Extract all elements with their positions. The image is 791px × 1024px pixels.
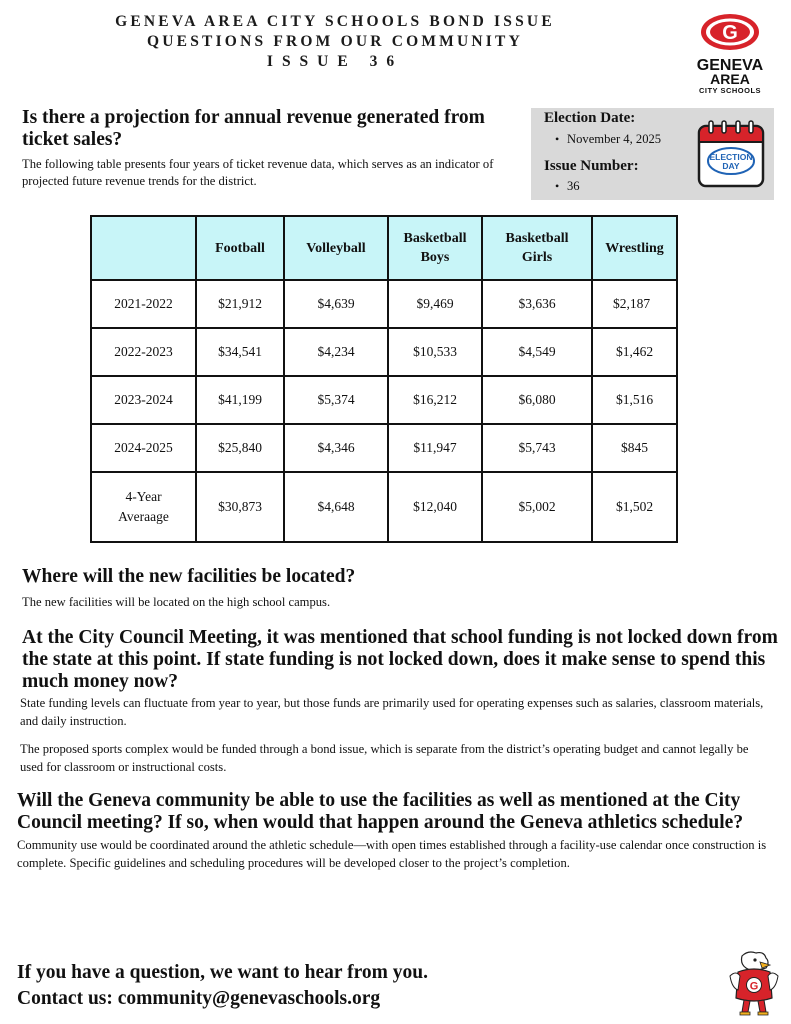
ticket-revenue-table xyxy=(90,215,678,543)
bullet-icon: • xyxy=(555,132,560,146)
table-cell: $3,636 xyxy=(482,280,592,328)
table-row xyxy=(91,376,677,424)
question-state-funding: At the City Council Meeting, it was mentioned that school funding is not locked down from the state at this point. If state funding is not locked down, does it make sense to spend this much money now? xyxy=(22,627,778,692)
table-cell: $12,040 xyxy=(388,472,482,542)
table-cell: 2023-2024 xyxy=(91,376,196,424)
table-cell: $1,516 xyxy=(592,376,677,424)
table-cell: $25,840 xyxy=(196,424,284,472)
table-cell: $1,502 xyxy=(592,472,677,542)
issue-number-value: 36 xyxy=(567,179,580,193)
table-cell: $5,002 xyxy=(482,472,592,542)
svg-text:G: G xyxy=(749,980,759,993)
table-cell: $16,212 xyxy=(388,376,482,424)
table-cell: $4,639 xyxy=(284,280,388,328)
table-cell: 2021-2022 xyxy=(91,280,196,328)
title-line-1: GENEVA AREA CITY SCHOOLS BOND ISSUE xyxy=(115,13,555,30)
table-cell: 2024-2025 xyxy=(91,424,196,472)
answer-facility-location: The new facilities will be located on the high school campus. xyxy=(22,595,331,609)
table-cell: 2022-2023 xyxy=(91,328,196,376)
svg-text:ELECTION: ELECTION xyxy=(709,152,753,162)
answer-state-funding-1: State funding levels can fluctuate from year to year, but those funds are primarily used for operating expenses such as salaries, classroom materials, and daily instruction. xyxy=(20,696,764,728)
logo-word-geneva: GENEVA xyxy=(696,57,764,74)
newsletter-title xyxy=(0,12,670,72)
election-date-value: November 4, 2025 xyxy=(567,132,662,146)
table-cell: $5,374 xyxy=(284,376,388,424)
table-cell: $5,743 xyxy=(482,424,592,472)
table-header-cell xyxy=(91,216,196,280)
svg-text:G: G xyxy=(722,22,738,44)
g-logo-icon xyxy=(699,12,761,52)
table-header-cell: Wrestling xyxy=(592,216,677,280)
issue-number-label: Issue Number: xyxy=(544,158,639,174)
title-line-3: ISSUE 36 xyxy=(266,53,404,70)
table-cell: $6,080 xyxy=(482,376,592,424)
table-cell: $4,648 xyxy=(284,472,388,542)
contact-prompt: If you have a question, we want to hear from you. xyxy=(17,962,428,983)
election-calendar-icon xyxy=(697,120,765,188)
question-ticket-revenue: Is there a projection for annual revenue generated from ticket sales? xyxy=(22,107,485,150)
table-cell: $10,533 xyxy=(388,328,482,376)
table-row xyxy=(91,472,677,542)
table-cell: $4,346 xyxy=(284,424,388,472)
table-cell: $4,234 xyxy=(284,328,388,376)
election-info-box xyxy=(531,108,774,200)
table-header-cell: Basketball Boys xyxy=(388,216,482,280)
table-cell: $9,469 xyxy=(388,280,482,328)
contact-email[interactable]: Contact us: community@genevaschools.org xyxy=(17,988,381,1009)
table-header-cell: Basketball Girls xyxy=(482,216,592,280)
question-facility-location: Where will the new facilities be located? xyxy=(22,566,356,587)
ticket-revenue-intro: The following table presents four years of ticket revenue data, which serves as an indicator of projected future revenue trends for the district. xyxy=(22,157,494,188)
table-header-cell: Volleyball xyxy=(284,216,388,280)
svg-text:DAY: DAY xyxy=(722,161,740,171)
answer-community-use: Community use would be coordinated around the athletic schedule—with open times established through a facility-use calendar once construction is complete. Specific guidelines and scheduling procedures will be developed closer to the project’s completion. xyxy=(17,838,767,870)
table-cell: $4,549 xyxy=(482,328,592,376)
district-logo xyxy=(680,12,780,102)
table-cell: $2,187 xyxy=(592,280,677,328)
question-community-use: Will the Geneva community be able to use the facilities as well as mentioned at the City Council meeting? If so, when would that happen around the Geneva athletics schedule? xyxy=(17,790,744,833)
table-cell: $21,912 xyxy=(196,280,284,328)
table-cell: $11,947 xyxy=(388,424,482,472)
table-cell: $41,199 xyxy=(196,376,284,424)
table-cell: $30,873 xyxy=(196,472,284,542)
answer-state-funding-2: The proposed sports complex would be funded through a bond issue, which is separate from the district’s operating budget and cannot legally be used for classroom or instructional costs. xyxy=(20,742,749,774)
table-cell: $845 xyxy=(592,424,677,472)
title-line-2: QUESTIONS FROM OUR COMMUNITY xyxy=(147,33,523,50)
table-row xyxy=(91,280,677,328)
bullet-icon: • xyxy=(555,179,560,193)
table-header-row xyxy=(91,216,677,280)
eagle-mascot-icon xyxy=(728,950,780,1016)
election-date-label: Election Date: xyxy=(544,110,636,126)
table-row xyxy=(91,328,677,376)
table-cell: 4-Year Averaage xyxy=(91,472,196,542)
table-cell: $34,541 xyxy=(196,328,284,376)
table-row xyxy=(91,424,677,472)
logo-word-city-schools: CITY SCHOOLS xyxy=(698,86,762,95)
logo-word-area: AREA xyxy=(710,71,750,87)
table-header-cell: Football xyxy=(196,216,284,280)
table-cell: $1,462 xyxy=(592,328,677,376)
